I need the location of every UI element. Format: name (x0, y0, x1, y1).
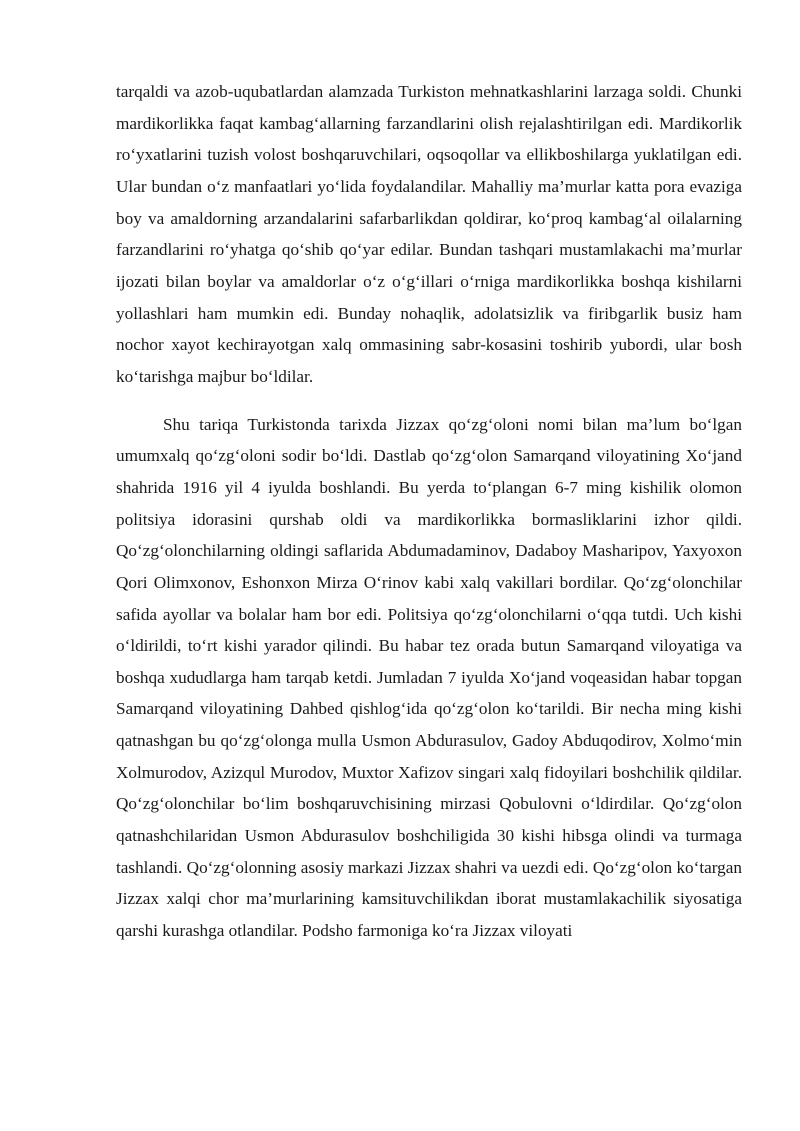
paragraph-1: tarqaldi va azob-uqubatlardan alamzada Turkiston mehnatkashlarini larzaga soldi. Chunki mardikorlikka faqat kambag‘allarning farzandlarini olish rejalashtirilgan edi. Mardikorlik ro‘yxatlarini tuzish volost boshqaruvchilari, oqsoqollar va ellikboshilarga yuklatilgan edi. Ular bundan o‘z manfaatlari yo‘lida foydalandilar. Mahalliy ma’murlar katta pora evaziga boy va amaldorning arzandalarini safarbarlikdan qoldirar, ko‘proq kambag‘al oilalarning farzandlarini ro‘yhatga qo‘shib qo‘yar edilar. Bundan tashqari mustamlakachi ma’murlar ijozati bilan boylar va amaldorlar o‘z o‘g‘illari o‘rniga mardikorlikka boshqa kishilarni yollashlari ham mumkin edi. Bunday nohaqlik, adolatsizlik va firibgarlik busiz ham nochor xayot kechirayotgan xalq ommasining sabr-kosasini toshirib yubordi, ular bosh ko‘tarishga majbur bo‘ldilar. (116, 82, 742, 386)
paragraph-2: Shu tariqa Turkistonda tarixda Jizzax qo‘zg‘oloni nomi bilan ma’lum bo‘lgan umumxalq qo‘zg‘oloni sodir bo‘ldi. Dastlab qo‘zg‘olon Samarqand viloyatining Xo‘jand shahrida 1916 yil 4 iyulda boshlandi. Bu yerda to‘plangan 6-7 ming kishilik olomon politsiya idorasini qurshab oldi va mardikorlikka bormasliklarini izhor qildi. Qo‘zg‘olonchilarning oldingi saflarida Abdumadaminov, Dadaboy Masharipov, Yaxyoxon Qori Olimxonov, Eshonxon Mirza O‘rinov kabi xalq vakillari bordilar. Qo‘zg‘olonchilar safida ayollar va bolalar ham bor edi. Politsiya qo‘zg‘olonchilarni o‘qqa tutdi. Uch kishi o‘ldirildi, to‘rt kishi yarador qilindi. Bu habar tez orada butun Samarqand viloyatiga va boshqa xududlarga ham tarqab ketdi. Jumladan 7 iyulda Xo‘jand voqeasidan habar topgan Samarqand viloyatining Dahbed qishlog‘ida qo‘zg‘olon ko‘tarildi. Bir necha ming kishi qatnashgan bu qo‘zg‘olonga mulla Usmon Abdurasulov, Gadoy Abduqodirov, Xolmo‘min Xolmurodov, Azizqul Murodov, Muxtor Xafizov singari xalq fidoyilari boshchilik qildilar. Qo‘zg‘olonchilar bo‘lim boshqaruvchisining mirzasi Qobulovni o‘ldirdilar. Qo‘zg‘olon qatnashchilaridan Usmon Abdurasulov boshchiligida 30 kishi hibsga olindi va turmaga tashlandi. Qo‘zg‘olonning asosiy markazi Jizzax shahri va uezdi edi. Qo‘zg‘olon ko‘targan Jizzax xalqi chor ma’murlarining kamsituvchilikdan iborat mustamlakachilik siyosatiga qarshi kurashga otlandilar. Podsho farmoniga ko‘ra Jizzax viloyati (116, 414, 742, 941)
document-page (116, 76, 742, 947)
